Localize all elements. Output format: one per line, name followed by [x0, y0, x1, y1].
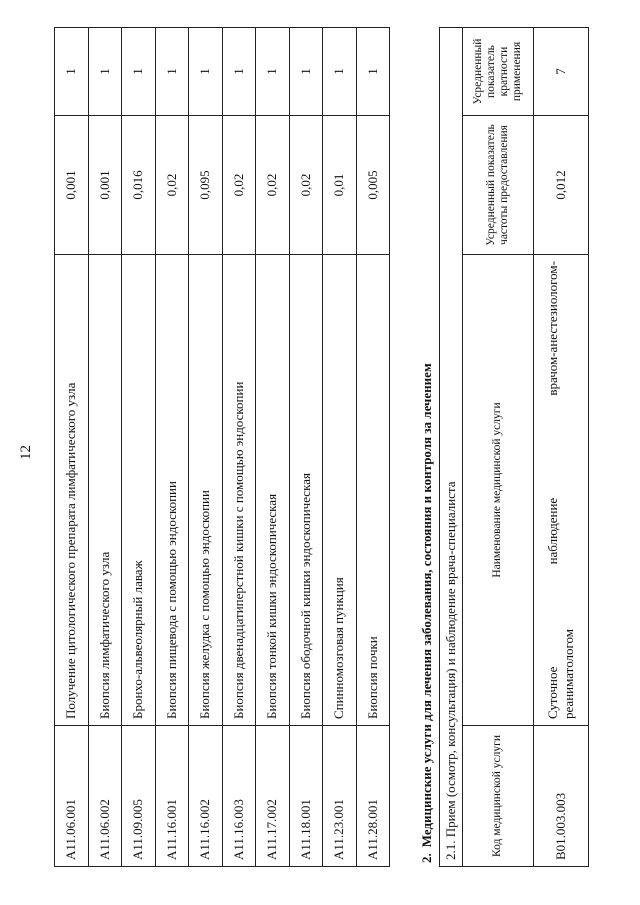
service-frequency: 0,02	[256, 116, 290, 255]
services-table-body	[55, 28, 390, 867]
service-frequency: 0,001	[88, 116, 122, 255]
service-name: Биопсия лимфатического узла	[88, 255, 122, 726]
service-frequency: 0,012	[534, 116, 589, 255]
service-name-line	[545, 261, 561, 719]
service-multiplicity: 1	[256, 28, 290, 116]
service-code: A11.16.001	[155, 726, 189, 867]
service-frequency: 0,001	[55, 116, 89, 255]
service-name-line: реаниматологом	[561, 629, 576, 719]
service-name: Биопсия тонкой кишки эндоскопическая	[256, 255, 290, 726]
service-name: Спинномозговая пункция	[323, 255, 357, 726]
service-multiplicity: 1	[289, 28, 323, 116]
service-code: A11.17.002	[256, 726, 290, 867]
service-multiplicity: 1	[189, 28, 223, 116]
header-frequency: Усредненный показатель частоты предоставления	[463, 116, 534, 255]
section-number: 2.	[419, 853, 434, 863]
table-row	[55, 28, 89, 867]
table-row	[356, 28, 390, 867]
service-frequency: 0,01	[323, 116, 357, 255]
service-multiplicity: 1	[55, 28, 89, 116]
service-code: A11.06.001	[55, 726, 89, 867]
header-name: Наименование медицинской услуги	[463, 255, 534, 726]
service-frequency: 0,02	[155, 116, 189, 255]
header-multiplicity: Усредненный показатель кратности применения	[463, 28, 534, 116]
service-name: Биопсия пищевода с помощью эндоскопии	[155, 255, 189, 726]
page-number: 12	[18, 445, 34, 460]
service-name-word: врачом-анестезиологом-	[545, 261, 560, 396]
service-name	[534, 255, 589, 726]
service-code: A11.18.001	[289, 726, 323, 867]
service-name: Бронхо-альвеолярный лаваж	[122, 255, 156, 726]
table-row	[189, 28, 223, 867]
service-frequency: 0,016	[122, 116, 156, 255]
service-code: A11.09.005	[122, 726, 156, 867]
consultation-table	[439, 27, 589, 867]
service-multiplicity: 1	[155, 28, 189, 116]
services-table-continued	[54, 27, 390, 867]
service-code: A11.28.001	[356, 726, 390, 867]
service-name-word: Суточное	[545, 666, 560, 719]
table-row	[323, 28, 357, 867]
service-code: A11.23.001	[323, 726, 357, 867]
table-row	[534, 28, 589, 867]
service-multiplicity: 1	[122, 28, 156, 116]
subsection-header-row	[440, 28, 463, 867]
service-frequency: 0,005	[356, 116, 390, 255]
service-code: B01.003.003	[534, 726, 589, 867]
service-frequency: 0,02	[222, 116, 256, 255]
table-row	[289, 28, 323, 867]
service-name: Биопсия почки	[356, 255, 390, 726]
header-code: Код медицинской услуги	[463, 726, 534, 867]
service-name: Получение цитологического препарата лимфатического узла	[55, 255, 89, 726]
service-multiplicity: 1	[88, 28, 122, 116]
section-title-text: Медицинские услуги для лечения заболевания, состояния и контроля за лечением	[419, 363, 434, 848]
table-row	[122, 28, 156, 867]
service-frequency: 0,095	[189, 116, 223, 255]
service-multiplicity: 1	[356, 28, 390, 116]
service-name: Биопсия ободочной кишки эндоскопическая	[289, 255, 323, 726]
service-name: Биопсия желудка с помощью эндоскопии	[189, 255, 223, 726]
service-frequency: 0,02	[289, 116, 323, 255]
subsection-title: 2.1. Прием (осмотр, консультация) и наблюдение врача-специалиста	[440, 28, 463, 867]
section-heading	[419, 363, 435, 863]
column-header-row	[463, 28, 534, 867]
service-code: A11.16.003	[222, 726, 256, 867]
service-multiplicity: 1	[323, 28, 357, 116]
table-row	[222, 28, 256, 867]
service-multiplicity: 1	[222, 28, 256, 116]
service-code: A11.16.002	[189, 726, 223, 867]
service-name-word: наблюдение	[545, 497, 560, 565]
table-row	[88, 28, 122, 867]
service-code: A11.06.002	[88, 726, 122, 867]
service-multiplicity: 7	[534, 28, 589, 116]
service-name: Биопсия двенадцатиперстной кишки с помощью эндоскопии	[222, 255, 256, 726]
table-row	[155, 28, 189, 867]
table-row	[256, 28, 290, 867]
